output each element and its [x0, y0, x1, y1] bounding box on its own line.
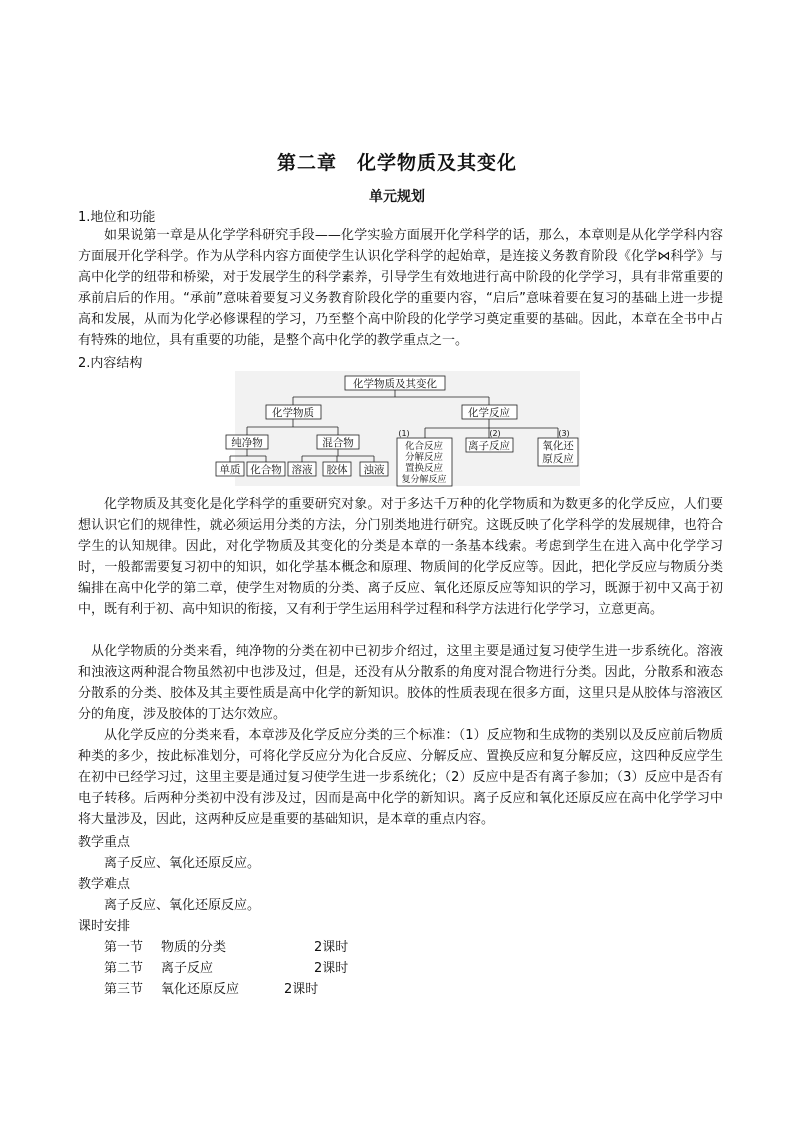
page-subtitle: 单元规划	[369, 189, 425, 205]
teaching-focus-content: 离子反应、氧化还原反应。	[104, 856, 261, 871]
node-ionic-label: 离子反应	[468, 440, 510, 452]
schedule-heading: 课时安排	[78, 919, 131, 934]
schedule-topic: 离子反应	[161, 961, 214, 976]
section-body-structure	[78, 495, 723, 620]
teaching-difficulty-heading: 教学难点	[78, 877, 131, 892]
section-body-substance-classification	[78, 642, 723, 726]
branch-label-1: (1)	[398, 429, 410, 438]
node-redox-label-2: 原反应	[542, 453, 574, 465]
basic-type-4: 复分解反应	[401, 475, 447, 485]
schedule-section: 第三节	[104, 982, 144, 997]
schedule-hours: 2课时	[284, 982, 319, 997]
paragraph-position: 如果说第一章是从化学学科研究手段——化学实验方面展开化学科学的话，那么，本章则是从化学学科内容方面展开化学科学。作为从学科内容方面使学生认识化学科学的起始章，是连接义务教育阶段《化学⋈科学》与高中化学的纽带和桥梁，对于发展学生的科学素养，引导学生有效地进行高中阶段的化学学习，具有非常重要的承前启后的作用。“承前”意味着要复习义务教育阶段化学的重要内容，“启后”意味着要在复习的基础上进一步提高和发展，从而为化学必修课程的学习，乃至整个高中阶段的化学学习奠定重要的基础。因此，本章在全书中占有特殊的地位，具有重要的功能，是整个高中化学的教学重点之一。	[78, 228, 723, 348]
node-compound-label: 化合物	[250, 464, 282, 476]
section-heading-structure: 2.内容结构	[78, 356, 143, 371]
basic-type-2: 分解反应	[404, 452, 444, 463]
teaching-focus-heading: 教学重点	[78, 835, 131, 850]
schedule-section: 第一节	[104, 940, 144, 955]
content-structure-diagram	[0, 368, 794, 493]
node-redox-label-1: 氧化还	[542, 440, 574, 452]
node-root-label: 化学物质及其变化	[353, 378, 437, 390]
node-substances-label: 化学物质	[272, 407, 314, 419]
schedule-hours: 2课时	[314, 940, 349, 955]
schedule-section: 第二节	[104, 961, 144, 976]
paragraph-structure-3: 从化学反应的分类来看，本章涉及化学反应分类的三个标准：（1）反应物和生成物的类别以及反应前后物质种类的多少，按此标准划分，可将化学反应分为化合反应、分解反应、置换反应和复分解反应，这四种反应学生在初中已经学习过，这里主要是通过复习使学生进一步系统化；（2）反应中是否有离子参加；（3）反应中是否有电子转移。后两种分类初中没有涉及过，因而是高中化学的新知识。离子反应和氧化还原反应在高中化学学习中将大量涉及，因此，这两种反应是重要的基础知识，是本章的重点内容。	[78, 728, 723, 827]
section-heading-position: 1.地位和功能	[78, 210, 156, 225]
node-element-label: 单质	[219, 464, 241, 476]
section-body-reaction-classification	[78, 726, 723, 831]
branch-label-2: (2)	[489, 429, 501, 438]
basic-type-3: 置换反应	[404, 463, 444, 474]
node-suspension-label: 浊液	[363, 464, 385, 476]
teaching-difficulty-content: 离子反应、氧化还原反应。	[104, 898, 261, 913]
paragraph-structure-1: 化学物质及其变化是化学科学的重要研究对象。对于多达千万种的化学物质和为数更多的化学反应，人们要想认识它们的规律性，就必须运用分类的方法，分门别类地进行研究。这既反映了化学科学的发展规律，也符合学生的认知规律。因此，对化学物质及其变化的分类是本章的一条基本线索。考虑到学生在进入高中化学学习时，一般都需要复习初中的知识，如化学基本概念和原理、物质间的化学反应等。因此，把化学反应与物质分类编排在高中化学的第二章，使学生对物质的分类、离子反应、氧化还原反应等知识的学习，既源于初中又高于初中，既有利于初、高中知识的衔接，又有利于学生运用科学过程和科学方法进行化学学习，立意更高。	[78, 497, 723, 617]
branch-label-3: (3)	[558, 429, 570, 438]
schedule-topic: 物质的分类	[161, 940, 227, 955]
node-colloid-label: 胶体	[326, 464, 348, 476]
section-body-position	[78, 226, 723, 351]
basic-type-1: 化合反应	[404, 441, 444, 452]
node-reactions-label: 化学反应	[468, 407, 510, 419]
node-pure-label: 纯净物	[231, 437, 263, 449]
node-mixture-label: 混合物	[322, 437, 354, 449]
schedule-topic: 氧化还原反应	[161, 982, 240, 997]
chapter-title: 第二章 化学物质及其变化	[276, 152, 517, 174]
schedule-hours: 2课时	[314, 961, 349, 976]
node-solution-label: 溶液	[291, 464, 313, 476]
paragraph-structure-2: 从化学物质的分类来看，纯净物的分类在初中已初步介绍过，这里主要是通过复习使学生进一步系统化。溶液和浊液这两种混合物虽然初中也涉及过，但是，还没有从分散系的角度对混合物进行分类。因此，分散系和液态分散系的分类、胶体及其主要性质是高中化学的新知识。胶体的性质表现在很多方面，这里只是从胶体与溶液区分的角度，涉及胶体的丁达尔效应。	[78, 644, 723, 722]
